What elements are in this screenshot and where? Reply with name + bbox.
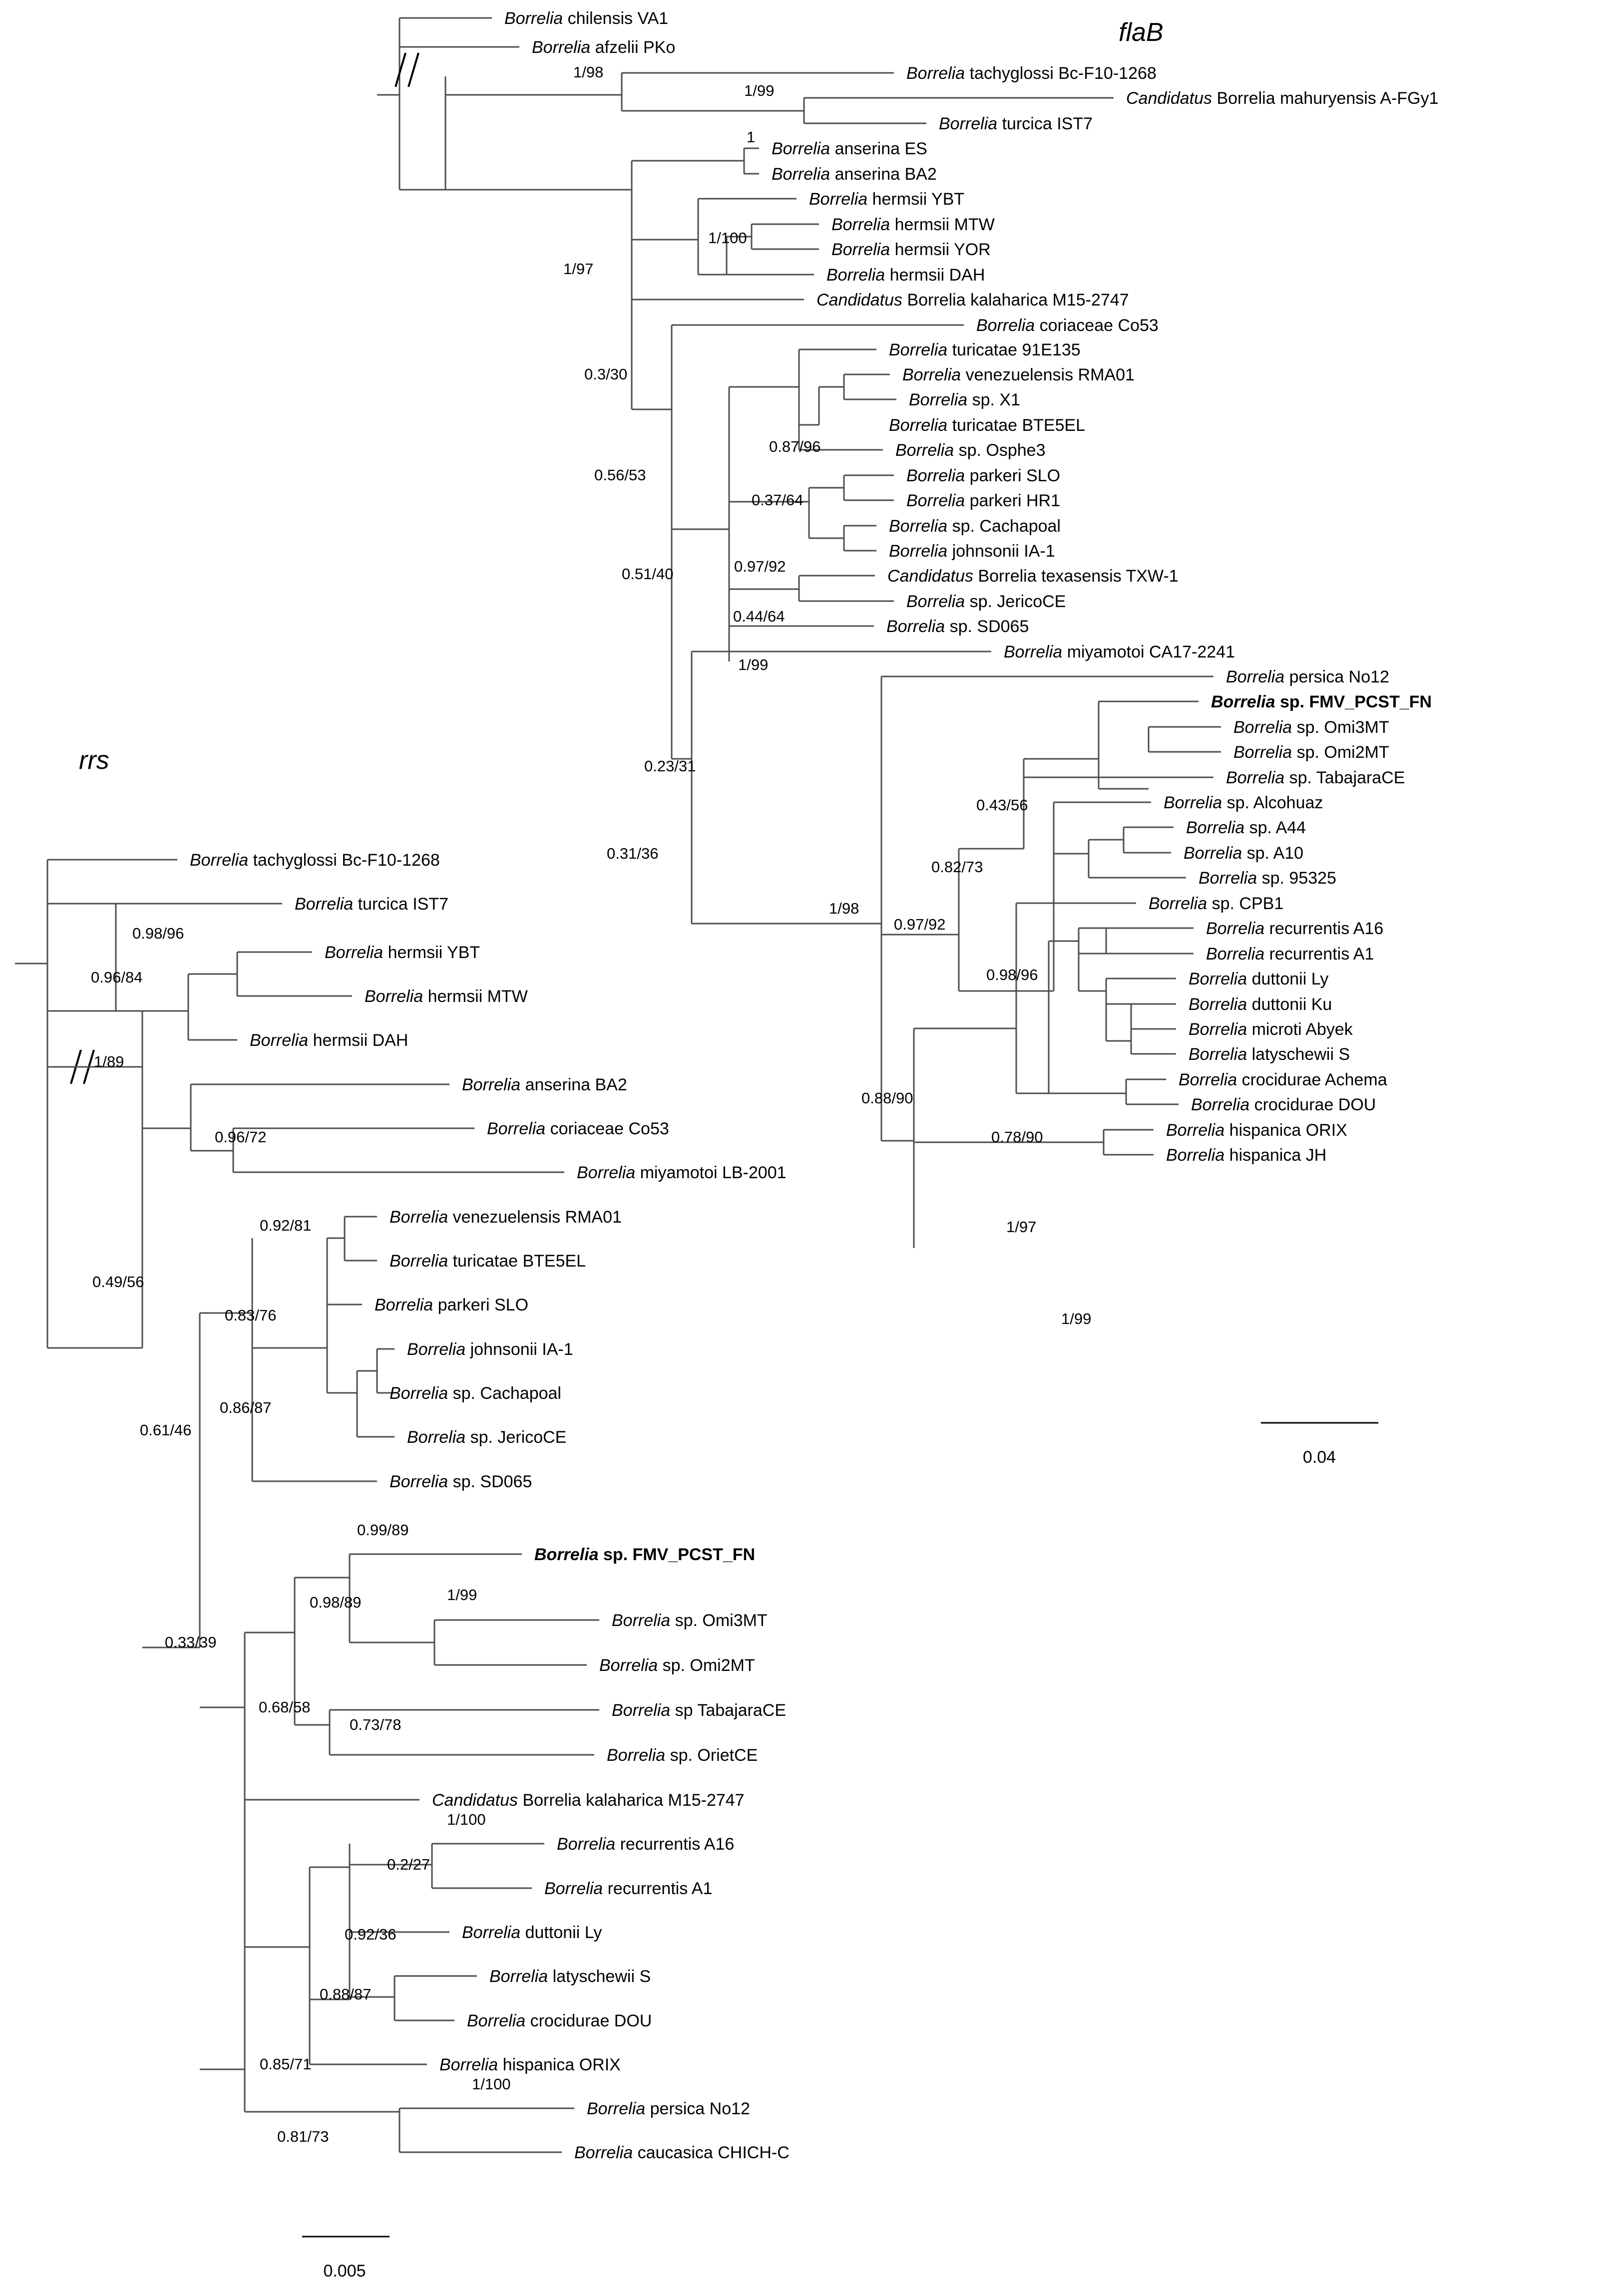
taxon-label: Borrelia sp. Omi3MT xyxy=(612,1611,768,1630)
taxon-label: Borrelia recurrentis A16 xyxy=(1206,919,1384,938)
node-support-label: 1/98 xyxy=(829,900,859,917)
taxon-label: Candidatus Borrelia mahuryensis A-FGy1 xyxy=(1126,89,1439,108)
taxon-label: Borrelia turicatae BTE5EL xyxy=(889,416,1086,435)
node-support-label: 0.37/64 xyxy=(752,491,804,509)
taxon-label: Borrelia sp. A10 xyxy=(1184,844,1304,863)
taxon-label: Borrelia microti Abyek xyxy=(1189,1020,1353,1039)
taxon-label: Borrelia anserina BA2 xyxy=(462,1075,627,1094)
taxon-label: Borrelia persica No12 xyxy=(587,2099,750,2118)
taxon-label: Candidatus Borrelia kalaharica M15-2747 xyxy=(432,1791,745,1810)
scale-bar-label: 0.04 xyxy=(1302,1448,1336,1467)
taxon-label: Borrelia sp. Omi3MT xyxy=(1233,718,1389,737)
taxon-label: Borrelia tachyglossi Bc-F10-1268 xyxy=(190,851,440,870)
node-support-label: 0.68/58 xyxy=(259,1698,311,1716)
taxon-label: Borrelia sp. 95325 xyxy=(1199,869,1336,888)
taxon-label: Borrelia venezuelensis RMA01 xyxy=(390,1208,622,1227)
node-support-label: 0.87/96 xyxy=(769,438,821,455)
node-support-label: 1/100 xyxy=(447,1811,486,1828)
taxon-label: Borrelia hispanica ORIX xyxy=(439,2055,621,2074)
node-support-label: 0.98/96 xyxy=(132,925,184,942)
node-support-label: 0.61/46 xyxy=(140,1421,192,1439)
node-support-label: 0.3/30 xyxy=(584,365,628,383)
node-support-label: 0.44/64 xyxy=(733,608,785,625)
taxon-label: Borrelia sp. SD065 xyxy=(886,617,1029,636)
taxon-label: Borrelia duttonii Ly xyxy=(462,1923,602,1942)
taxon-label: Borrelia duttonii Ly xyxy=(1189,970,1329,988)
taxon-label: Borrelia sp. OrietCE xyxy=(607,1746,758,1765)
taxon-label: Borrelia coriaceae Co53 xyxy=(487,1119,669,1138)
taxon-label: Borrelia sp. CPB1 xyxy=(1149,894,1284,913)
taxon-label: Borrelia persica No12 xyxy=(1226,667,1389,686)
taxon-label: Borrelia sp. Omi2MT xyxy=(1233,743,1389,762)
tree-panel-rrs xyxy=(15,746,790,2281)
node-support-label: 1/98 xyxy=(573,63,604,81)
taxon-label: Borrelia crocidurae DOU xyxy=(467,2011,652,2030)
node-support-label: 1/99 xyxy=(1061,1310,1092,1327)
node-support-label: 1/100 xyxy=(472,2075,511,2093)
node-support-label: 0.86/87 xyxy=(220,1399,272,1416)
gene-name-label-flaB: flaB xyxy=(1119,18,1164,47)
taxon-label: Borrelia turcica IST7 xyxy=(939,114,1093,133)
taxon-label: Borrelia latyschewii S xyxy=(489,1967,651,1986)
taxon-label: Borrelia sp. A44 xyxy=(1186,818,1306,837)
taxon-label: Borrelia turcica IST7 xyxy=(295,895,448,914)
taxon-label: Borrelia tachyglossi Bc-F10-1268 xyxy=(906,64,1157,83)
taxon-label: Candidatus Borrelia texasensis TXW-1 xyxy=(887,567,1179,586)
taxon-label: Borrelia venezuelensis RMA01 xyxy=(902,365,1135,384)
node-support-label: 0.78/90 xyxy=(991,1128,1043,1146)
node-support-label: 0.97/92 xyxy=(734,558,786,575)
node-support-label: 1/97 xyxy=(563,260,594,278)
taxon-label: Borrelia sp. Omi2MT xyxy=(599,1656,755,1675)
taxon-label: Borrelia miyamotoi LB-2001 xyxy=(577,1163,787,1182)
taxon-label: Borrelia duttonii Ku xyxy=(1189,995,1332,1014)
node-support-label: 0.99/89 xyxy=(357,1521,409,1539)
taxon-label: Borrelia crocidurae DOU xyxy=(1191,1095,1376,1114)
branch-break-slash-icon xyxy=(408,53,418,87)
taxon-label: Borrelia sp. TabajaraCE xyxy=(1226,768,1405,787)
taxon-label: Borrelia afzelii PKo xyxy=(532,38,676,57)
taxon-label: Borrelia sp. FMV_PCST_FN xyxy=(1211,692,1432,711)
node-support-label: 0.49/56 xyxy=(92,1273,144,1291)
taxon-label: Borrelia hermsii YBT xyxy=(325,943,480,962)
taxon-label: Borrelia hermsii DAH xyxy=(250,1031,408,1050)
taxon-label: Borrelia sp. FMV_PCST_FN xyxy=(534,1545,756,1564)
taxon-label: Borrelia sp. Osphe3 xyxy=(895,441,1046,460)
branch-break-slash-icon xyxy=(396,53,405,87)
taxon-label: Borrelia hermsii YBT xyxy=(809,190,965,209)
taxon-label: Borrelia turicatae 91E135 xyxy=(889,340,1081,359)
node-support-label: 0.88/87 xyxy=(320,1985,372,2003)
taxon-label: Borrelia hispanica ORIX xyxy=(1166,1121,1347,1140)
node-support-label: 0.96/72 xyxy=(215,1128,267,1146)
taxon-label: Borrelia hispanica JH xyxy=(1166,1146,1327,1165)
taxon-label: Borrelia johnsonii IA-1 xyxy=(889,542,1055,561)
taxon-label: Borrelia turicatae BTE5EL xyxy=(390,1252,586,1271)
node-support-label: 0.98/96 xyxy=(986,966,1038,984)
node-support-label: 1/99 xyxy=(744,82,775,99)
node-support-label: 0.96/84 xyxy=(91,969,143,986)
node-support-label: 1/100 xyxy=(708,229,747,247)
taxon-label: Borrelia sp. Alcohuaz xyxy=(1164,793,1323,812)
node-support-label: 1/97 xyxy=(1006,1218,1037,1236)
taxon-label: Borrelia sp. JericoCE xyxy=(407,1428,567,1447)
node-support-label: 1/99 xyxy=(738,656,769,673)
taxon-label: Borrelia recurrentis A16 xyxy=(557,1835,735,1854)
node-support-label: 0.92/81 xyxy=(260,1217,312,1234)
scale-bar-label: 0.005 xyxy=(323,2262,366,2281)
node-support-label: 0.83/76 xyxy=(225,1307,277,1324)
node-support-label: 0.88/90 xyxy=(861,1089,913,1107)
node-support-label: 0.97/92 xyxy=(894,916,946,933)
node-support-label: 0.56/53 xyxy=(594,466,646,484)
taxon-label: Borrelia sp. X1 xyxy=(909,390,1020,409)
node-support-label: 1 xyxy=(747,128,756,146)
taxon-label: Borrelia parkeri SLO xyxy=(906,466,1061,485)
taxon-label: Borrelia crocidurae Achema xyxy=(1179,1070,1387,1089)
taxon-label: Borrelia sp. Cachapoal xyxy=(390,1384,561,1403)
node-support-label: 0.2/27 xyxy=(387,1856,430,1873)
taxon-label: Borrelia coriaceae Co53 xyxy=(976,316,1159,335)
taxon-label: Borrelia johnsonii IA-1 xyxy=(407,1340,573,1359)
node-support-label: 1/99 xyxy=(447,1586,477,1604)
node-support-label: 1/89 xyxy=(94,1053,124,1070)
taxon-label: Borrelia latyschewii S xyxy=(1189,1045,1350,1064)
node-support-label: 0.51/40 xyxy=(622,565,674,583)
taxon-label: Borrelia parkeri HR1 xyxy=(906,491,1060,510)
taxon-label: Borrelia anserina BA2 xyxy=(772,165,937,184)
node-support-label: 0.92/36 xyxy=(345,1926,397,1943)
taxon-label: Borrelia hermsii YOR xyxy=(831,240,991,259)
node-support-label: 0.82/73 xyxy=(931,858,983,876)
taxon-label: Borrelia sp. JericoCE xyxy=(906,592,1066,611)
node-support-label: 0.85/71 xyxy=(260,2055,312,2073)
node-support-label: 0.31/36 xyxy=(607,845,659,862)
taxon-label: Borrelia recurrentis A1 xyxy=(1206,945,1374,964)
taxon-label: Borrelia caucasica CHICH-C xyxy=(574,2143,790,2162)
taxon-label: Borrelia hermsii DAH xyxy=(826,266,985,285)
taxon-label: Candidatus Borrelia kalaharica M15-2747 xyxy=(816,291,1129,310)
taxon-label: Borrelia recurrentis A1 xyxy=(544,1879,713,1898)
node-support-label: 0.81/73 xyxy=(277,2128,329,2145)
node-support-label: 0.73/78 xyxy=(350,1716,402,1733)
node-support-label: 0.43/56 xyxy=(976,796,1028,814)
node-support-label: 0.33/39 xyxy=(165,1634,217,1651)
taxon-label: Borrelia miyamotoi CA17-2241 xyxy=(1004,643,1235,661)
taxon-label: Borrelia hermsii MTW xyxy=(365,987,528,1006)
node-support-label: 0.98/89 xyxy=(310,1594,362,1611)
taxon-label: Borrelia parkeri SLO xyxy=(375,1296,529,1314)
gene-name-label-rrs: rrs xyxy=(79,746,109,775)
taxon-label: Borrelia anserina ES xyxy=(772,139,927,158)
taxon-label: Borrelia sp TabajaraCE xyxy=(612,1701,787,1720)
taxon-label: Borrelia sp. Cachapoal xyxy=(889,517,1061,536)
taxon-label: Borrelia sp. SD065 xyxy=(390,1472,532,1491)
node-support-label: 0.23/31 xyxy=(644,757,696,775)
tree-panel-flaB xyxy=(377,9,1439,1467)
taxon-label: Borrelia hermsii MTW xyxy=(831,215,995,234)
taxon-label: Borrelia chilensis VA1 xyxy=(504,9,669,28)
